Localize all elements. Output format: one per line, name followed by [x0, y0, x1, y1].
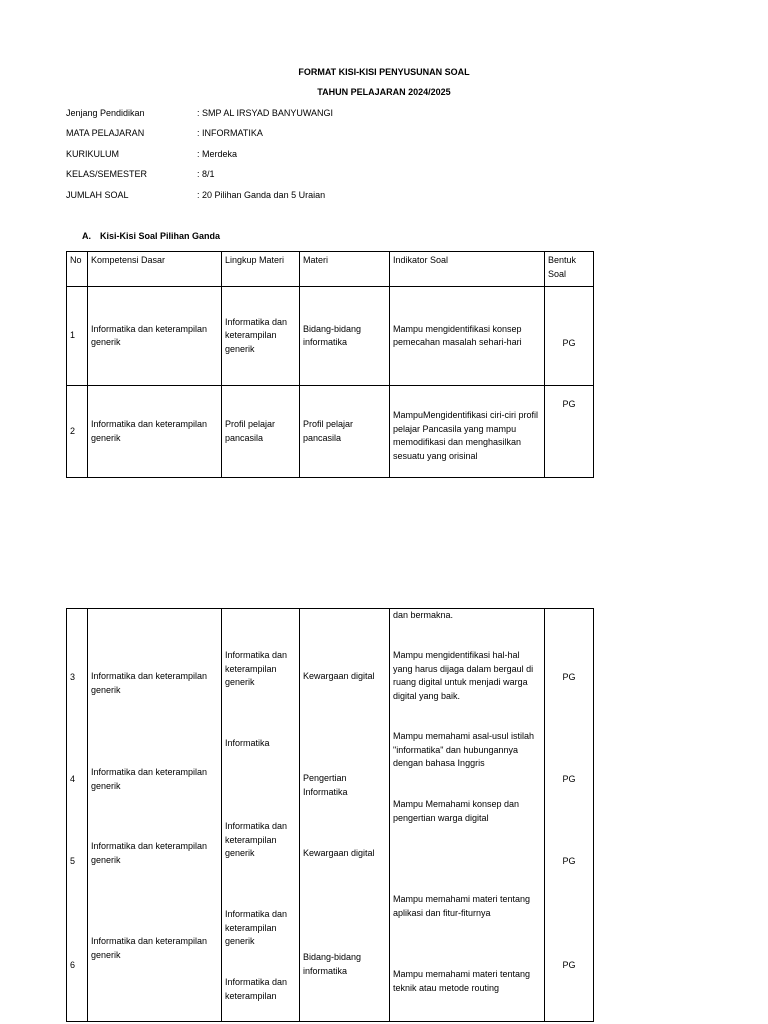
col-header-lingkup: Lingkup Materi [222, 252, 300, 287]
cell-lingkup: Informatika dan keterampilan generik [222, 287, 300, 386]
cell-bentuk: PG [545, 287, 594, 386]
cell-lingkup: Informatika dan keterampilan generik [225, 821, 288, 858]
meta-value: : INFORMATIKA [197, 128, 263, 138]
cell-kompetensi: Informatika dan keterampilan generik [91, 936, 208, 960]
cell-indikator: Mampu memahami asal-usul istilah "informatika" dan hubungannya dengan bahasa Inggris [393, 731, 535, 768]
cell-no: 6 [70, 960, 76, 970]
cell-materi: Bidang-bidang informatika [303, 952, 362, 976]
col-bentuk [545, 609, 594, 1022]
cell-no: 5 [70, 856, 76, 866]
cell-kompetensi: Informatika dan keterampilan generik [91, 767, 208, 791]
meta-value: : SMP AL IRSYAD BANYUWANGI [197, 108, 334, 118]
cell-kompetensi: Informatika dan keterampilan generik [91, 671, 208, 695]
col-indikator [390, 609, 545, 1022]
col-lingkup [222, 609, 300, 1022]
cell-kompetensi: Informatika dan keterampilan generik [91, 841, 208, 865]
col-no [67, 609, 88, 1022]
cell-bentuk: PG [562, 672, 576, 682]
section-title: A. Kisi-Kisi Soal Pilihan Ganda [82, 231, 221, 241]
cell-bentuk: PG [545, 386, 594, 478]
col-header-indikator: Indikator Soal [390, 252, 545, 287]
cell-bentuk: PG [562, 960, 576, 970]
cell-no: 3 [70, 672, 76, 682]
cell-indikator: Mampu memahami materi tentang teknik atau metode routing [393, 969, 531, 993]
cell-materi: Profil pelajar pancasila [300, 386, 390, 478]
cell-no: 4 [70, 774, 76, 784]
document-subtitle: TAHUN PELAJARAN 2024/2025 [317, 87, 451, 97]
meta-label: KURIKULUM [66, 149, 120, 159]
meta-label: Jenjang Pendidikan [66, 108, 145, 118]
table-body-block [67, 609, 594, 1022]
cell-materi: Kewargaan digital [303, 671, 375, 681]
kisi-kisi-table-page-2 [66, 608, 594, 1022]
cell-indikator: Mampu memahami materi tentang aplikasi dan fitur-fiturnya [393, 894, 531, 918]
col-header-kompetensi: Kompetensi Dasar [88, 252, 222, 287]
cell-no: 1 [67, 287, 88, 386]
cell-lingkup: Informatika dan keterampilan generik [225, 650, 288, 687]
col-header-bentuk: Bentuk Soal [545, 252, 594, 287]
cell-kompetensi: Informatika dan keterampilan generik [88, 386, 222, 478]
cell-indikator: Mampu Memahami konsep dan pengertian warga digital [393, 799, 520, 823]
meta-label: JUMLAH SOAL [66, 190, 129, 200]
meta-value: : 8/1 [197, 169, 215, 179]
meta-value: : 20 Pilihan Ganda dan 5 Uraian [197, 190, 326, 200]
table-row [67, 287, 594, 386]
cell-kompetensi: Informatika dan keterampilan generik [88, 287, 222, 386]
cell-indikator: Mampu mengidentifikasi konsep pemecahan masalah sehari-hari [390, 287, 545, 386]
col-kompetensi [88, 609, 222, 1022]
cell-lingkup: Informatika [225, 738, 270, 748]
meta-label: KELAS/SEMESTER [66, 169, 148, 179]
cell-bentuk: PG [562, 856, 576, 866]
kisi-kisi-table-page-1 [66, 251, 594, 478]
col-header-materi: Materi [300, 252, 390, 287]
cell-materi: Pengertian Informatika [303, 773, 348, 797]
cell-indikator-continued: dan bermakna. [393, 610, 454, 620]
cell-lingkup: Informatika dan keterampilan [225, 977, 288, 1001]
document-title: FORMAT KISI-KISI PENYUSUNAN SOAL [298, 67, 470, 77]
cell-materi: Bidang-bidang informatika [300, 287, 390, 386]
cell-lingkup: Informatika dan keterampilan generik [225, 909, 288, 946]
cell-no: 2 [67, 386, 88, 478]
cell-indikator: MampuMengidentifikasi ciri-ciri profil pelajar Pancasila yang mampu memodifikasi dan menghasilkan sesuatu yang orisinal [390, 386, 545, 478]
table-header-row [67, 252, 594, 287]
cell-indikator: Mampu mengidentifikasi hal-hal yang harus dijaga dalam bergaul di ruang digital untuk menjadi warga digital yang baik. [393, 650, 534, 701]
col-header-no: No [67, 252, 88, 287]
table-row [67, 386, 594, 478]
meta-label: MATA PELAJARAN [66, 128, 145, 138]
cell-bentuk: PG [562, 774, 576, 784]
cell-materi: Kewargaan digital [303, 848, 375, 858]
meta-value: : Merdeka [197, 149, 238, 159]
cell-lingkup: Profil pelajar pancasila [222, 386, 300, 478]
col-materi [300, 609, 390, 1022]
